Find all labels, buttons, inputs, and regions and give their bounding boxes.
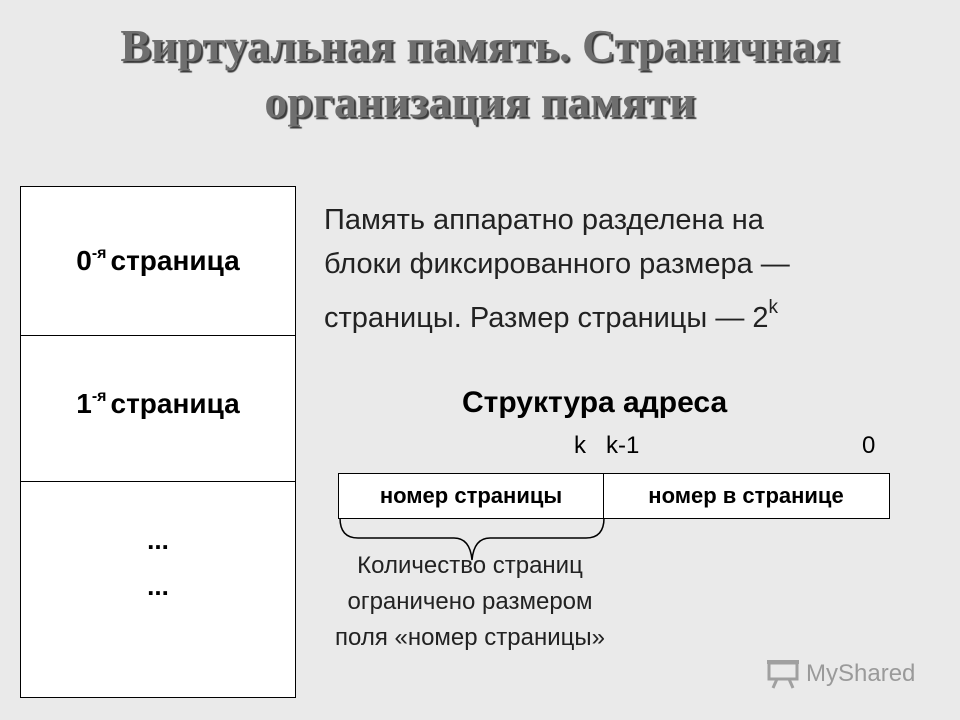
watermark-text: MyShared	[806, 660, 916, 687]
page-1-text: страница	[110, 388, 240, 419]
title-line-1: Виртуальная память. Страничная	[120, 20, 840, 71]
bit-label-0: 0	[862, 432, 876, 459]
address-structure-box	[338, 473, 890, 519]
bit-label-k: k	[574, 432, 586, 459]
description-line-3-text: страницы. Размер страницы — 2	[324, 302, 769, 334]
page-number-field: номер страницы	[339, 474, 604, 518]
page-0-text: страница	[110, 245, 240, 276]
page-0-suffix: -я	[91, 245, 107, 262]
address-structure-title: Структура адреса	[462, 386, 728, 419]
page-1-suffix: -я	[91, 388, 107, 405]
slide-title	[0, 18, 960, 130]
description-line-1: Память аппаратно разделена на	[324, 204, 764, 236]
memory-pages-diagram	[20, 186, 296, 698]
description-line-2: блоки фиксированного размера —	[324, 248, 790, 280]
page-size-exponent: k	[768, 297, 779, 318]
page-1-label	[21, 388, 295, 420]
note-line-1: Количество страниц	[357, 552, 583, 579]
description-text	[324, 198, 924, 340]
page-0-label	[21, 245, 295, 277]
title-line-2: организация памяти	[264, 76, 696, 127]
page-offset-field: номер в странице	[648, 483, 844, 508]
note-line-3: поля «номер страницы»	[335, 624, 605, 651]
page-1-block	[21, 336, 295, 482]
ellipsis-1: ...	[147, 525, 169, 555]
description-line-3	[324, 286, 924, 340]
myshared-watermark	[766, 654, 915, 694]
ellipsis-2: ...	[147, 571, 169, 601]
note-line-2: ограничено размером	[347, 588, 593, 615]
page-0-block	[21, 187, 295, 336]
page-1-number: 1	[76, 388, 92, 419]
bit-label-k-minus-1: k-1	[606, 432, 640, 459]
page-count-note	[290, 548, 650, 656]
page-0-number: 0	[76, 245, 92, 276]
presentation-board-icon	[766, 659, 800, 689]
